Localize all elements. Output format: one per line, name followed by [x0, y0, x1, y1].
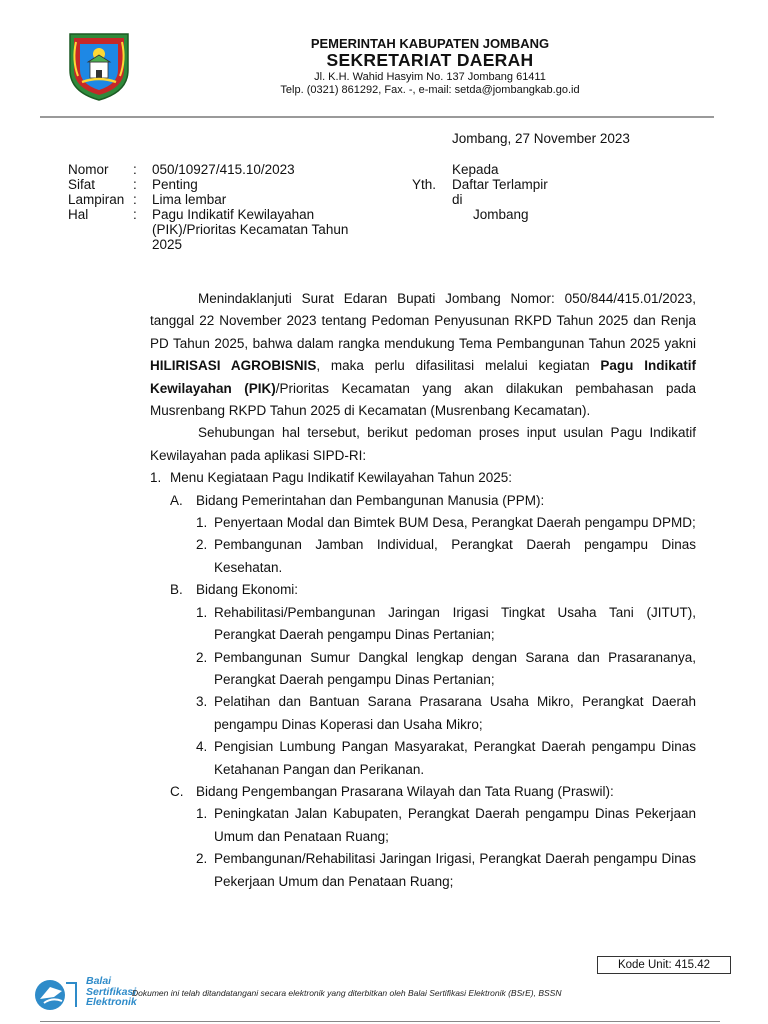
letterhead-government: PEMERINTAH KABUPATEN JOMBANG — [310, 36, 550, 51]
list-number: 1. — [196, 806, 208, 822]
list-section — [150, 781, 696, 803]
letter-body — [150, 288, 696, 893]
meta-colon: : — [133, 192, 137, 207]
paragraph-intro — [150, 288, 696, 422]
list-section — [150, 579, 696, 601]
list-item — [150, 848, 696, 893]
list-item — [150, 467, 696, 489]
list-number: 2. — [196, 537, 208, 553]
meta-label: Hal — [68, 207, 89, 222]
list-text: Menu Kegiataan Pagu Indikatif Kewilayahan Tahun 2025: — [170, 470, 513, 486]
list-number: 2. — [196, 649, 208, 665]
list-section — [150, 490, 696, 512]
list-text: Pembangunan Jamban Individual, Perangkat Daerah pengampu Dinas Kesehatan. — [214, 537, 696, 575]
list-letter: B. — [170, 582, 183, 598]
e-signature-note: Dokumen ini telah ditandatangani secara elektronik yang diterbitkan oleh Balai Sertifikasi Elektronik (BSrE), BSSN — [132, 988, 562, 998]
footer-divider — [40, 1021, 720, 1022]
list-text: Bidang Pengembangan Prasarana Wilayah dan Tata Ruang (Praswil): — [196, 783, 614, 799]
bsre-wordmark — [86, 976, 137, 1008]
paragraph-guideline: Sehubungan hal tersebut, berikut pedoman proses input usulan Pagu Indikatif Kewilayahan pada aplikasi SIPD-RI: — [150, 425, 696, 463]
list-letter: C. — [170, 783, 184, 799]
letterhead-address: Jl. K.H. Wahid Hasyim No. 137 Jombang 61411 — [314, 71, 546, 83]
list-text: Bidang Ekonomi: — [196, 582, 299, 598]
bsre-word: Balai — [86, 975, 112, 987]
pik-bold: Pagu Indikatif Kewilayahan (PIK) — [150, 358, 696, 396]
bsre-word: Sertifikasi — [86, 985, 137, 998]
unit-code-box: Kode Unit: 415.42 — [597, 956, 731, 974]
list-text: Penyertaan Modal dan Bimtek BUM Desa, Perangkat Daerah pengampu DPMD; — [214, 515, 696, 531]
recipient-kepada: Kepada — [452, 162, 499, 177]
meta-colon: : — [133, 162, 137, 177]
list-item — [150, 534, 696, 579]
theme-bold: HILIRISASI AGROBISNIS — [150, 358, 317, 374]
list-item — [150, 691, 696, 736]
letterhead-contact: Telp. (0321) 861292, Fax. -, e-mail: setda@jombangkab.go.id — [280, 84, 580, 96]
recipient-name: Daftar Terlampir — [452, 177, 548, 192]
letterhead-divider — [40, 116, 714, 118]
bsre-seal-icon — [32, 977, 78, 1013]
meta-value: Lima lembar — [152, 192, 227, 207]
list-text: Peningkatan Jalan Kabupaten, Perangkat Daerah pengampu Dinas Pekerjaan Umum dan Penataan Ruang; — [214, 806, 696, 844]
list-text: Pelatihan dan Bantuan Sarana Prasarana Usaha Mikro, Perangkat Daerah pengampu Dinas Koperasi dan Usaha Mikro; — [214, 694, 696, 732]
body-text: Menindaklanjuti Surat Edaran Bupati Jombang Nomor: 050/844/415.01/2023, tanggal 22 November 2023 tentang Pedoman Penyusunan RKPD Tahun 2025 dan Renja PD Tahun 2025, bahwa dalam rangka mendukung Tema Pembangunan Tahun 2025 yakni — [150, 291, 696, 351]
list-text: Bidang Pemerintahan dan Pembangunan Manusia (PPM): — [196, 492, 545, 508]
list-letter: A. — [170, 492, 183, 508]
letter-date: Jombang, 27 November 2023 — [452, 131, 630, 146]
meta-label: Sifat — [68, 177, 96, 192]
meta-colon: : — [133, 207, 137, 222]
meta-colon: : — [133, 177, 137, 192]
list-number: 2. — [196, 851, 208, 867]
bsre-word: Elektronik — [86, 996, 137, 1008]
meta-value: Penting — [152, 177, 198, 192]
meta-label: Lampiran — [68, 192, 125, 207]
recipient-block — [452, 162, 548, 222]
letterhead-office: SEKRETARIAT DAERAH — [326, 50, 534, 70]
recipient-place: Jombang — [473, 207, 529, 222]
body-text: /Prioritas Kecamatan yang akan dilakukan pembahasan pada Musrenbang RKPD Tahun 2025 di Kecamatan (Musrenbang Kecamatan). — [150, 380, 696, 419]
jombang-regency-emblem-icon — [66, 30, 132, 102]
list-number: 1. — [150, 470, 162, 486]
list-text: Rehabilitasi/Pembangunan Jaringan Irigasi Tingkat Usaha Tani (JITUT), Perangkat Daerah pengampu Dinas Pertanian; — [214, 604, 696, 643]
list-text: Pembangunan Sumur Dangkal lengkap dengan Sarana dan Prasarananya, Perangkat Daerah pengampu Dinas Pertanian; — [214, 649, 696, 687]
body-text: , maka perlu difasilitasi melalui kegiatan — [316, 358, 601, 374]
list-text: Pembangunan/Rehabilitasi Jaringan Irigasi, Perangkat Daerah pengampu Dinas Pekerjaan Umum dan Penataan Ruang; — [214, 851, 696, 889]
recipient-di: di — [452, 192, 463, 207]
list-number: 1. — [196, 604, 208, 620]
list-item — [150, 736, 696, 781]
meta-value: 050/10927/415.10/2023 — [152, 162, 295, 177]
list-number: 4. — [196, 739, 208, 755]
list-text: Pengisian Lumbung Pangan Masyarakat, Perangkat Daerah pengampu Dinas Ketahanan Pangan dan Perikanan. — [214, 739, 696, 777]
list-number: 3. — [196, 694, 208, 710]
list-item — [150, 512, 696, 534]
meta-value: Pagu Indikatif Kewilayahan (PIK)/Prioritas Kecamatan Tahun 2025 — [152, 207, 349, 252]
list-item — [150, 602, 696, 647]
recipient-salutation: Yth. — [412, 177, 437, 192]
list-item — [150, 647, 696, 692]
meta-label: Nomor — [68, 162, 109, 177]
list-number: 1. — [196, 515, 208, 531]
list-item — [150, 803, 696, 848]
